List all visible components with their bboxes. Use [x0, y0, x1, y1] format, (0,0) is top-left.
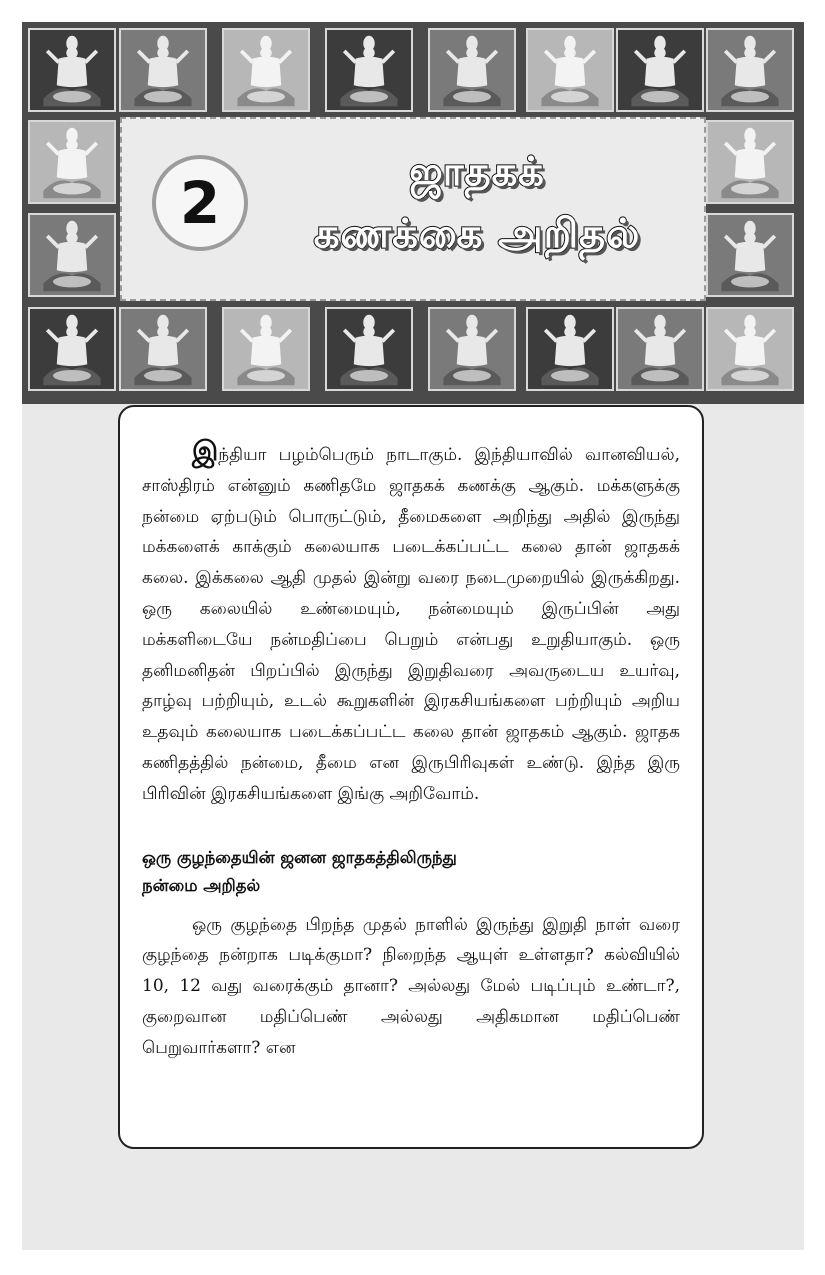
- deity-figure-icon: [224, 30, 308, 110]
- header-tile: [706, 213, 794, 297]
- content-box: [118, 405, 704, 1149]
- header-tile: [428, 28, 516, 112]
- header-tile: [28, 120, 116, 204]
- header-tile: [222, 307, 310, 391]
- deity-figure-icon: [30, 215, 114, 295]
- header-tile: [222, 28, 310, 112]
- deity-figure-icon: [708, 215, 792, 295]
- deity-figure-icon: [430, 30, 514, 110]
- deity-figure-icon: [708, 309, 792, 389]
- deity-figure-icon: [121, 309, 205, 389]
- header-tile: [28, 307, 116, 391]
- header-tile: [428, 307, 516, 391]
- header-tile: [28, 28, 116, 112]
- drop-cap: இ: [192, 436, 219, 467]
- chapter-title-line-1: ஜாதகக்: [409, 149, 545, 195]
- chapter-title-panel: [120, 117, 706, 301]
- header-tile: [119, 28, 207, 112]
- header-tile: [119, 307, 207, 391]
- intro-paragraph-text: ந்தியா பழம்பெரும் நாடாகும். இந்தியாவில் வானவியல், சாஸ்திரம் என்னும் கணிதமே ஜாதகக் கணக்கு ஆகும். மக்களுக்கு நன்மை ஏற்படும் பொருட்டும், தீமைகளை அறிந்து அதில் இருந்து மக்களைக் காக்கும் கலையாக படைக்கப்பட்ட கலை தான் ஜாதகக் கலை. இக்கலை ஆதி முதல் இன்று வரை நடைமுறையில் இருக்கிறது. ஒரு கலையில் உண்மையும், நன்மையும் இருப்பின் அது மக்களிடையே நன்மதிப்பை பெறும் என்பது உறுதியாகும். ஒரு தனிமனிதன் பிறப்பில் இருந்து இறுதிவரை அவருடைய உயர்வு, தாழ்வு பற்றியும், உடல் கூறுகளின் இரகசியங்களை பற்றியும் அறிய உதவும் கலையாக படைக்கப்பட்ட கலை தான் ஜாதகம் ஆகும். ஜாதக கணிதத்தில் நன்மை, தீமை என இருபிரிவுகள் உண்டு. இந்த இரு பிரிவின் இரகசியங்களை இங்கு அறிவோம்.: [142, 445, 680, 804]
- deity-figure-icon: [224, 309, 308, 389]
- header-tile: [616, 307, 704, 391]
- header-tile: [526, 28, 614, 112]
- header-tile: [325, 28, 413, 112]
- deity-figure-icon: [618, 309, 702, 389]
- section-heading-line-1: ஒரு குழந்தையின் ஜனன ஜாதகத்திலிருந்து: [142, 847, 457, 867]
- header-tile: [616, 28, 704, 112]
- deity-figure-icon: [618, 30, 702, 110]
- header-tile: [526, 307, 614, 391]
- header-tile: [706, 28, 794, 112]
- deity-figure-icon: [327, 30, 411, 110]
- deity-figure-icon: [528, 30, 612, 110]
- header-tile: [706, 120, 794, 204]
- section-heading-line-2: நன்மை அறிதல்: [142, 875, 261, 895]
- chapter-title-line-2: கணக்கை அறிதல்: [313, 211, 641, 257]
- deity-figure-icon: [121, 30, 205, 110]
- deity-figure-icon: [30, 30, 114, 110]
- chapter-number-badge: 2: [152, 155, 248, 251]
- header-tile: [28, 213, 116, 297]
- deity-figure-icon: [30, 309, 114, 389]
- chapter-title: [272, 141, 682, 265]
- deity-figure-icon: [708, 30, 792, 110]
- section-paragraph: ஒரு குழந்தை பிறந்த முதல் நாளில் இருந்து இறுதி நாள் வரை குழந்தை நன்றாக படிக்குமா? நிறைந்த ஆயுள் உள்ளதா? கல்வியில் 10, 12 வது வரைக்கும் தானா? அல்லது மேல் படிப்பும் உண்டா?, குறைவான மதிப்பெண் அல்லது அதிகமான மதிப்பெண் பெறுவார்களா? என: [142, 914, 680, 1058]
- header-tile: [325, 307, 413, 391]
- deity-figure-icon: [30, 122, 114, 202]
- deity-figure-icon: [327, 309, 411, 389]
- deity-figure-icon: [708, 122, 792, 202]
- deity-figure-icon: [430, 309, 514, 389]
- intro-paragraph: [142, 437, 680, 810]
- section-heading: [142, 844, 680, 900]
- header-tile: [706, 307, 794, 391]
- deity-figure-icon: [528, 309, 612, 389]
